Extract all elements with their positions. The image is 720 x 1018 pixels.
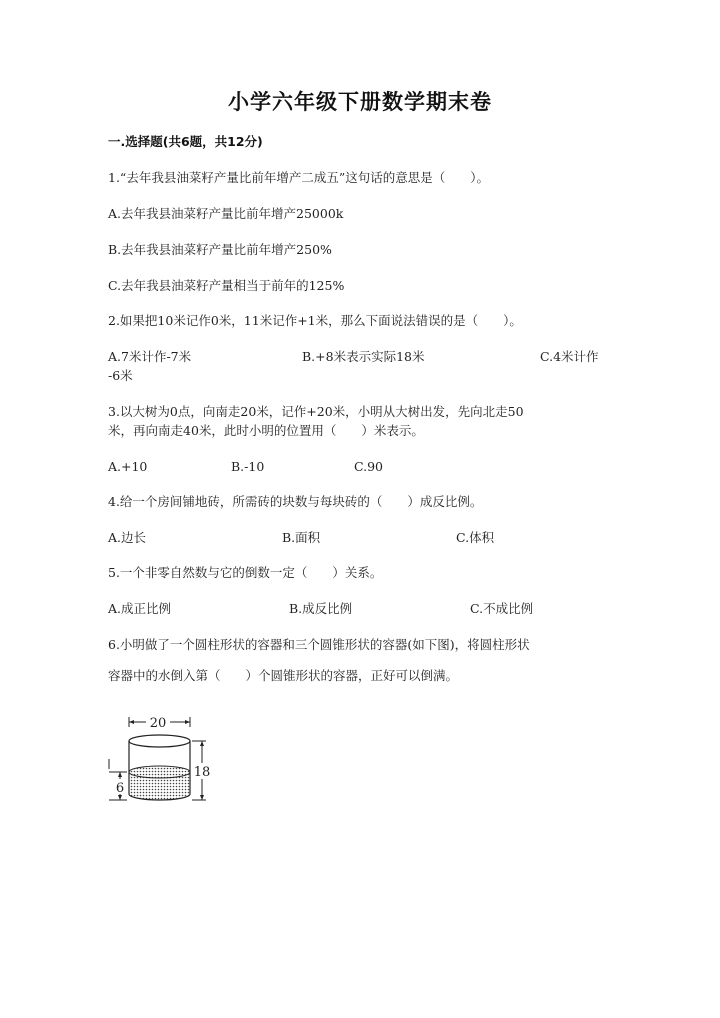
question-4-option-c: C.体积 — [456, 530, 495, 545]
question-4-option-b: B.面积 — [282, 530, 321, 545]
height-label: 18 — [193, 765, 211, 780]
question-1-option-b: B.去年我县油菜籽产量比前年增产250% — [108, 242, 332, 257]
question-6-stem-line-1: 6.小明做了一个圆柱形状的容器和三个圆锥形状的容器(如下图)，将圆柱形状 — [108, 637, 530, 652]
diameter-label: 20 — [149, 716, 167, 731]
cylinder-figure — [106, 713, 226, 813]
water-level-label: 6 — [115, 781, 125, 796]
question-2-option-b: B.+8米表示实际18米 — [302, 349, 425, 364]
question-6-stem-line-2: 容器中的水倒入第（ ）个圆锥形状的容器，正好可以倒满。 — [108, 668, 459, 683]
question-1-stem: 1.“去年我县油菜籽产量比前年增产二成五”这句话的意思是（ ）。 — [108, 170, 489, 185]
question-3-stem-line-2: 米，再向南走40米，此时小明的位置用（ ）米表示。 — [108, 423, 424, 438]
page-title: 小学六年级下册数学期末卷 — [228, 89, 492, 114]
question-3-stem-line-1: 3.以大树为0点，向南走20米，记作+20米，小明从大树出发，先向北走50 — [108, 404, 524, 419]
section-heading: 一.选择题(共6题，共12分) — [108, 134, 263, 149]
question-4-option-a: A.边长 — [108, 530, 147, 545]
question-2-stem: 2.如果把10米记作0米，11米记作+1米，那么下面说法错误的是（ ）。 — [108, 313, 522, 328]
question-5-stem: 5.一个非零自然数与它的倒数一定（ ）关系。 — [108, 565, 383, 580]
question-3-option-b: B.-10 — [231, 459, 265, 474]
question-3-option-c: C.90 — [354, 459, 383, 474]
question-5-option-a: A.成正比例 — [108, 601, 172, 616]
question-1-option-a: A.去年我县油菜籽产量比前年增产25000k — [108, 206, 344, 221]
question-5-option-c: C.不成比例 — [470, 601, 534, 616]
question-1-option-c: C.去年我县油菜籽产量相当于前年的125% — [108, 278, 345, 293]
question-4-stem: 4.给一个房间铺地砖，所需砖的块数与每块砖的（ ）成反比例。 — [108, 494, 483, 509]
question-2-option-a: A.7米计作-7米 — [108, 349, 192, 364]
question-3-option-a: A.+10 — [108, 459, 148, 474]
question-2-option-c: C.4米计作 — [540, 349, 599, 364]
question-2-option-c-continued: -6米 — [108, 368, 133, 383]
question-5-option-b: B.成反比例 — [289, 601, 353, 616]
